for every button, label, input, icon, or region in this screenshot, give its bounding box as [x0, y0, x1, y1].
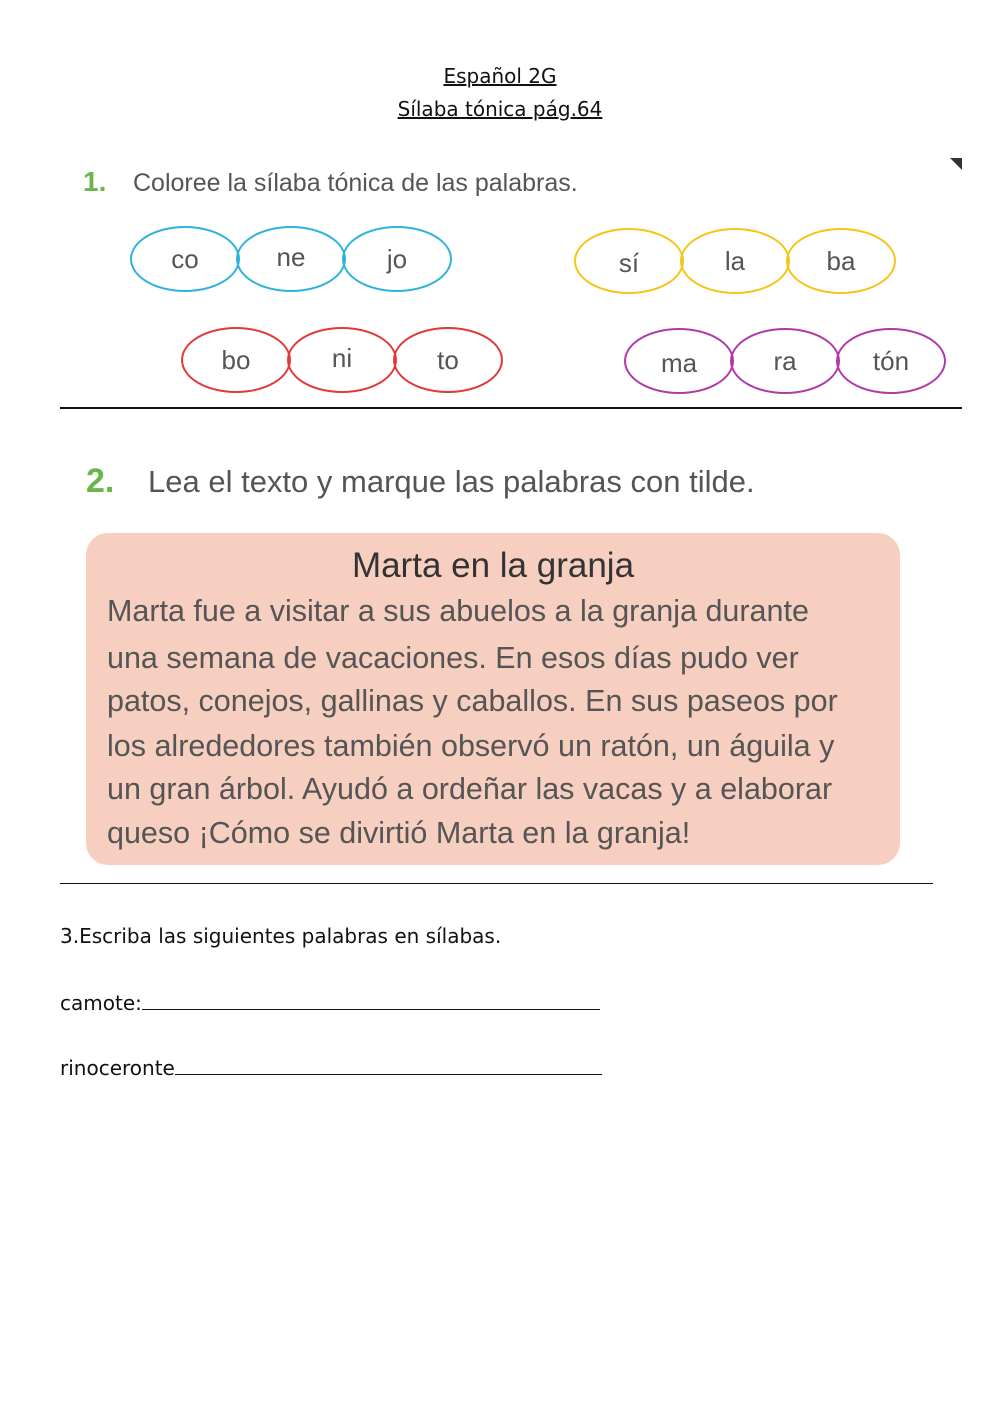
- syllable-bubble[interactable]: [624, 328, 734, 394]
- syllable-bubble[interactable]: [680, 228, 790, 294]
- syllable-text: sí: [618, 247, 640, 278]
- answer-blank[interactable]: [175, 1054, 602, 1075]
- story-line[interactable]: los alrededores también observó un ratón, un águila y: [107, 729, 835, 763]
- answer-blank[interactable]: [142, 989, 600, 1010]
- story-title: Marta en la granja: [351, 546, 635, 585]
- syllable-text: to: [437, 344, 459, 375]
- syllable-bubble[interactable]: [836, 328, 946, 394]
- exercise-2-instruction: Lea el texto y marque las palabras con tilde.: [148, 464, 755, 499]
- story-line[interactable]: patos, conejos, gallinas y caballos. En sus paseos por: [107, 684, 838, 718]
- exercise-1-instruction: Coloree la sílaba tónica de las palabras.: [133, 169, 578, 197]
- corner-triangle-icon: [950, 158, 962, 170]
- syllable-text: ra: [773, 345, 797, 376]
- story-line[interactable]: Marta fue a visitar a sus abuelos a la granja durante: [107, 594, 809, 628]
- fill-label: camote:: [60, 991, 142, 1015]
- syllable-text: ni: [331, 342, 353, 373]
- syllable-text: tón: [872, 345, 910, 376]
- syllable-bubble[interactable]: [574, 228, 684, 294]
- story-box: [86, 533, 900, 865]
- syllable-text: bo: [221, 344, 251, 375]
- fill-row-rinoceronte: [60, 1054, 602, 1080]
- syllable-bubble[interactable]: [342, 226, 452, 292]
- section-divider: [60, 407, 962, 409]
- syllable-text: jo: [386, 243, 408, 274]
- syllable-bubble[interactable]: [730, 328, 840, 394]
- syllable-text: co: [171, 243, 199, 274]
- story-line[interactable]: un gran árbol. Ayudó a ordeñar las vacas y a elaborar: [107, 772, 833, 806]
- worksheet-course-title: Español 2G: [443, 64, 557, 88]
- syllable-bubble[interactable]: [236, 226, 346, 292]
- syllable-text: ma: [660, 347, 698, 378]
- syllable-text: ba: [826, 245, 856, 276]
- syllable-text: la: [724, 245, 746, 276]
- exercise-1-number: 1.: [83, 166, 107, 197]
- exercise-3-instruction: 3.Escriba las siguientes palabras en sílabas.: [60, 924, 502, 948]
- fill-label: rinoceronte: [60, 1056, 175, 1080]
- fill-row-camote: [60, 989, 600, 1015]
- story-line[interactable]: queso ¡Cómo se divirtió Marta en la granja!: [107, 816, 691, 850]
- syllable-bubble[interactable]: [393, 327, 503, 393]
- syllable-bubble[interactable]: [287, 327, 397, 393]
- worksheet-topic-title: Sílaba tónica pág.64: [397, 97, 603, 121]
- syllable-text: ne: [276, 241, 306, 272]
- syllable-bubble[interactable]: [130, 226, 240, 292]
- syllable-bubble[interactable]: [181, 327, 291, 393]
- story-line[interactable]: una semana de vacaciones. En esos días pudo ver: [107, 641, 799, 675]
- exercise-2-number: 2.: [86, 462, 115, 500]
- section-divider: [60, 883, 933, 884]
- syllable-bubble[interactable]: [786, 228, 896, 294]
